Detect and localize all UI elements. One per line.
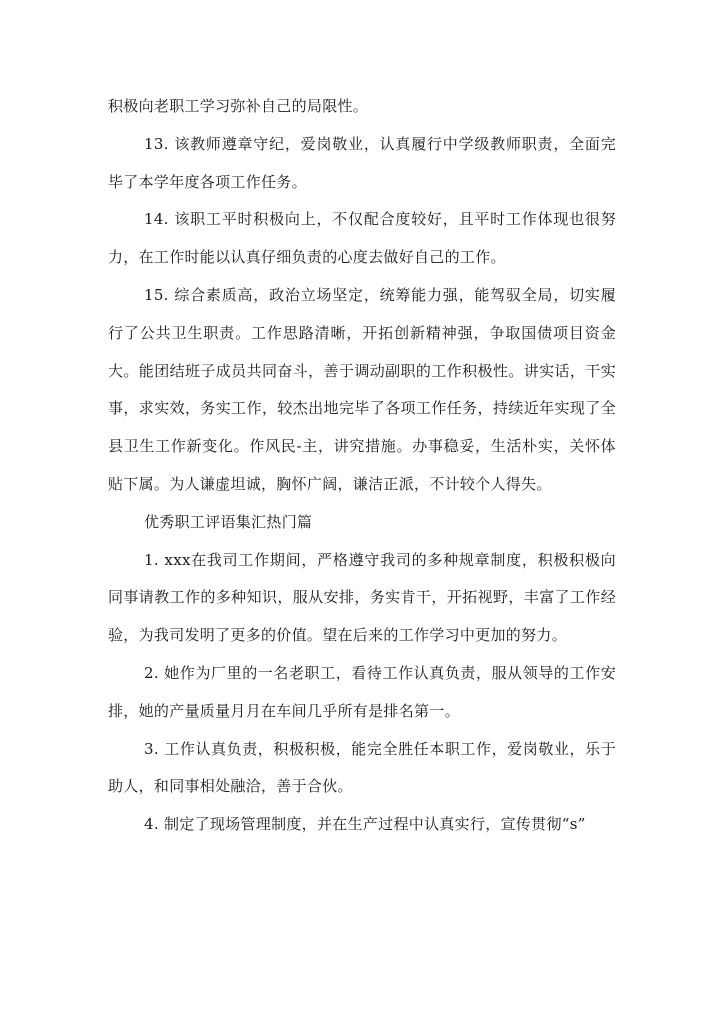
section-heading: 优秀职工评语集汇热门篇	[144, 512, 313, 531]
paragraph-continuation: 积极向老职工学习弥补自己的局限性。	[108, 97, 369, 115]
paragraph-item-14: 14. 该职工平时积极向上，不仅配合度较好，且平时工作体现也很努力，在工作时能以认真仔细负责的心度去做好自己的工作。	[108, 210, 616, 267]
section-item-3: 3. 工作认真负责，积极积极，能完全胜任本职工作，爱岗敬业，乐于助人，和同事相处融洽，善于合伙。	[108, 739, 616, 796]
paragraph-item-15: 15. 综合素质高，政治立场坚定，统筹能力强，能驾驭全局，切实履行了公共卫生职责。工作思路清晰，开拓创新精神强，争取国债项目资金大。能团结班子成员共同奋斗，善于调动副职的工作积极性。讲实话，干实事，求实效，务实工作，较杰出地完毕了各项工作任务，持续近年实现了全县卫生工作新变化。作风民-主，讲究措施。办事稳妥，生活朴实，关怀体贴下属。为人谦虚坦诚，胸怀广阔，谦洁正派，不计较个人得失。	[108, 285, 616, 493]
section-item-1: 1. xxx在我司工作期间，严格遵守我司的多种规章制度，积极积极向同事请教工作的多种知识，服从安排，务实肯干，开拓视野，丰富了工作经验，为我司发明了更多的价值。望在后来的工作学习中更加的努力。	[108, 550, 616, 645]
section-item-4: 4. 制定了现场管理制度，并在生产过程中认真实行，宣传贯彻“s”	[144, 815, 586, 834]
document-body	[108, 88, 616, 844]
paragraph-item-13: 13. 该教师遵章守纪，爱岗敬业，认真履行中学级教师职责，全面完毕了本学年度各项工作任务。	[108, 134, 616, 191]
section-item-2: 2. 她作为厂里的一名老职工，看待工作认真负责，服从领导的工作安排，她的产量质量月月在车间几乎所有是排名第一。	[108, 663, 616, 720]
